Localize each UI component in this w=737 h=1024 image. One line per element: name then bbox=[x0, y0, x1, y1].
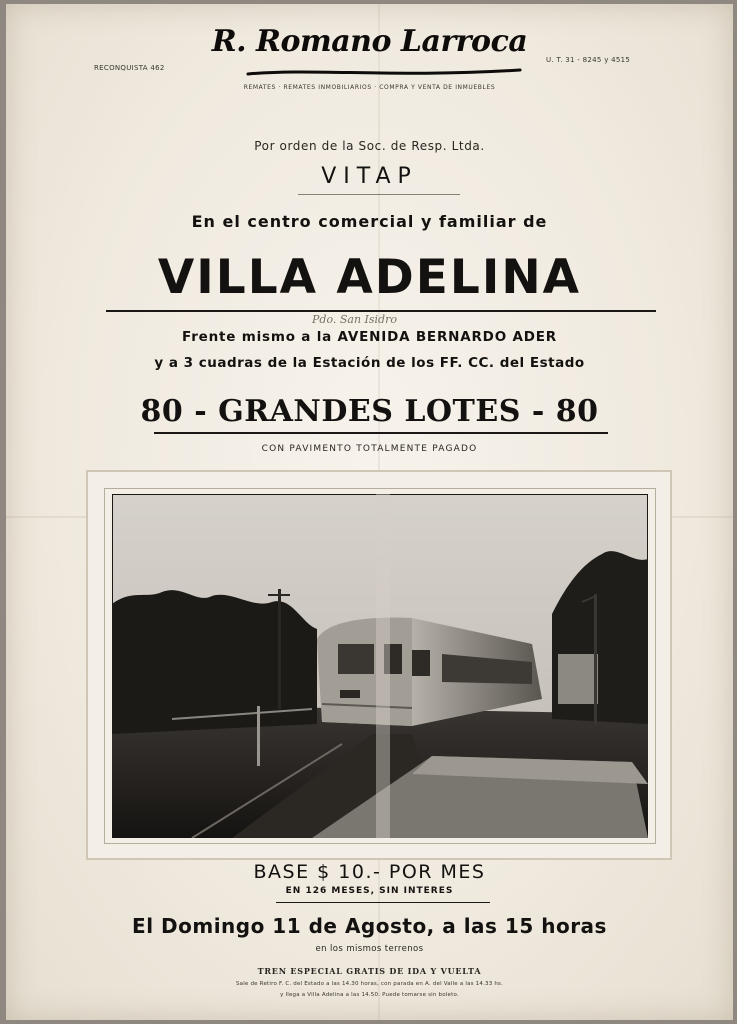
headline-rule bbox=[106, 310, 656, 312]
train-photo bbox=[112, 494, 648, 838]
company-rule bbox=[298, 194, 460, 195]
base-price: BASE $ 10.- POR MES bbox=[253, 861, 486, 883]
paving-line: CON PAVIMENTO TOTALMENTE PAGADO bbox=[261, 444, 478, 454]
logo-subtitle: REMATES · REMATES INMOBILIARIOS · COMPRA Y VENTA DE INMUEBLES bbox=[243, 84, 496, 91]
order-line: Por orden de la Soc. de Resp. Ltda. bbox=[254, 139, 485, 153]
avenue-line: Frente mismo a la AVENIDA BERNARDO ADER bbox=[182, 329, 557, 345]
flyer-sheet bbox=[6, 4, 733, 1020]
fine-print-2: y llega a Villa Adelina a las 14.50. Puede tomarse sin boleto. bbox=[280, 992, 459, 998]
auction-location: en los mismos terrenos bbox=[315, 944, 424, 954]
handwritten-note: Pdo. San Isidro bbox=[312, 313, 397, 326]
free-train-line: TREN ESPECIAL GRATIS DE IDA Y VUELTA bbox=[257, 966, 482, 976]
auctioneer-logo: R. Romano Larroca bbox=[211, 24, 528, 59]
header-left-note: RECONQUISTA 462 bbox=[94, 64, 165, 72]
intro-line: En el centro comercial y familiar de bbox=[191, 212, 548, 231]
station-line: y a 3 cuadras de la Estación de los FF. CC. del Estado bbox=[154, 355, 585, 371]
payment-terms: EN 126 MESES, SIN INTERES bbox=[285, 886, 454, 896]
logo-underline-swash bbox=[244, 66, 524, 80]
headline: VILLA ADELINA bbox=[157, 250, 582, 305]
auction-date: El Domingo 11 de Agosto, a las 15 horas bbox=[132, 914, 607, 938]
lots-headline: 80 - GRANDES LOTES - 80 bbox=[140, 394, 599, 429]
company-name: VITAP bbox=[321, 164, 418, 189]
terms-rule bbox=[276, 902, 490, 903]
photo-frame bbox=[86, 470, 672, 860]
fine-print-1: Sale de Retiro F. C. del Estado a las 14.30 horas, con parada en A. del Valle a las 14.33 hs. bbox=[235, 981, 504, 987]
lots-rule bbox=[154, 432, 608, 434]
header-right-note: U. T. 31 - 8245 y 4515 bbox=[546, 56, 631, 64]
